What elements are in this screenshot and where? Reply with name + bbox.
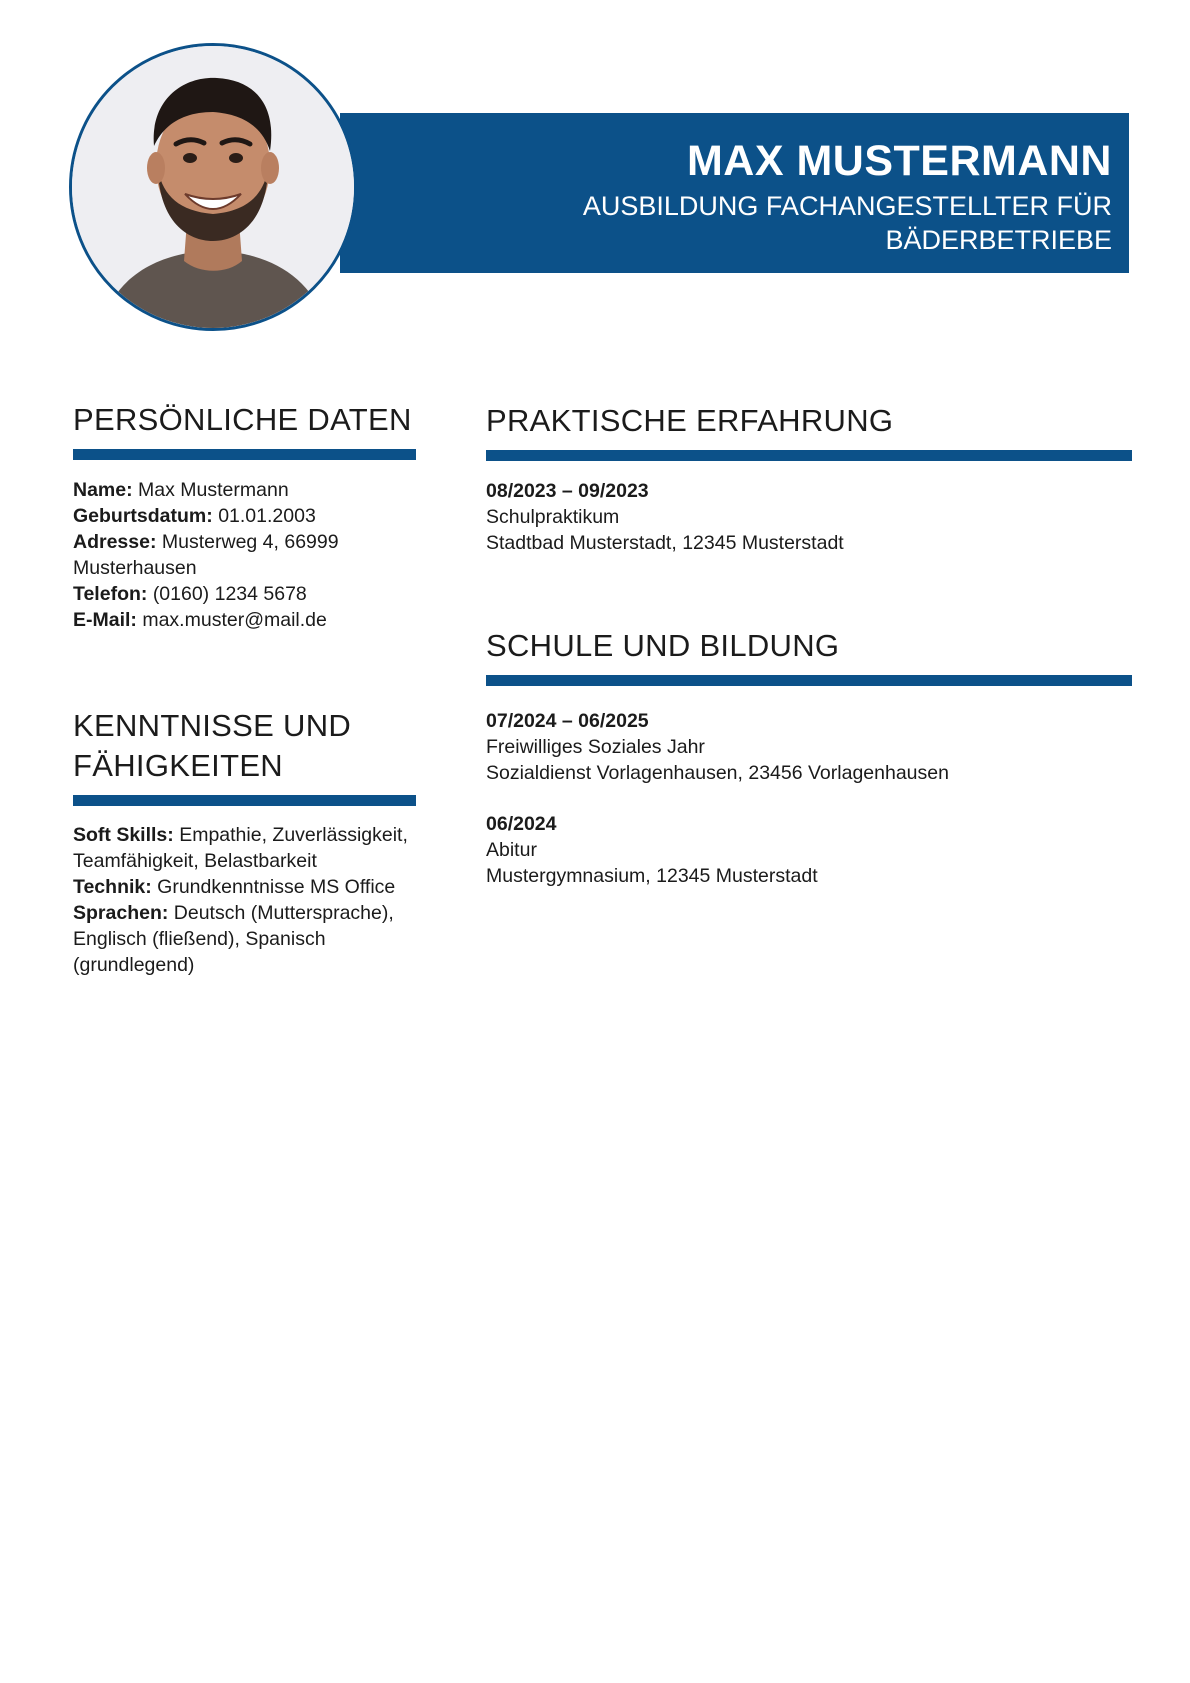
profile-photo xyxy=(69,43,357,331)
field-value: 01.01.2003 xyxy=(218,505,316,527)
skill-item-languages xyxy=(73,900,416,978)
section-divider xyxy=(73,449,416,460)
section-divider xyxy=(73,795,416,806)
personal-item-address xyxy=(73,529,416,581)
personal-item-birthdate xyxy=(73,503,416,529)
field-value: Max Mustermann xyxy=(138,479,289,501)
job-title: AUSBILDUNG FACHANGESTELLTER FÜR BÄDERBETRIEBE xyxy=(582,191,1112,255)
section-title-personal: PERSÖNLICHE DATEN xyxy=(73,402,412,437)
section-title-line: KENNTNISSE UND xyxy=(73,708,352,743)
field-label: Sprachen: xyxy=(73,902,169,924)
candidate-name: MAX MUSTERMANN xyxy=(686,137,1112,185)
entry-place: Stadtbad Musterstadt, 12345 Musterstadt xyxy=(486,532,844,554)
entry-role: Freiwilliges Soziales Jahr xyxy=(486,736,705,758)
section-divider xyxy=(486,675,1132,686)
field-label: Telefon: xyxy=(73,583,148,605)
field-value: Musterweg 4, 66999 Musterhausen xyxy=(73,531,339,579)
field-value: Deutsch (Muttersprache), Englisch (fließend), Spanisch (grundlegend) xyxy=(73,902,394,976)
education-entry xyxy=(486,811,1132,889)
skills-block xyxy=(73,822,416,978)
section-title-skills xyxy=(73,706,416,786)
skill-item-soft-skills xyxy=(73,822,416,874)
entry-date: 07/2024 – 06/2025 xyxy=(486,710,649,732)
personal-item-email xyxy=(73,607,416,633)
field-label: E-Mail: xyxy=(73,609,137,631)
entry-date: 08/2023 – 09/2023 xyxy=(486,480,649,502)
personal-item-name xyxy=(73,477,416,503)
field-value: Empathie, Zuverlässigkeit, Teamfähigkeit, Belastbarkeit xyxy=(73,824,408,872)
skill-item-technik xyxy=(73,874,416,900)
field-value: Grundkenntnisse MS Office xyxy=(157,876,396,898)
education-entry xyxy=(486,708,1132,786)
section-divider xyxy=(486,450,1132,461)
entry-date: 06/2024 xyxy=(486,813,557,835)
field-label: Geburtsdatum: xyxy=(73,505,213,527)
entry-place: Mustergymnasium, 12345 Musterstadt xyxy=(486,865,818,887)
section-title-line: FÄHIGKEITEN xyxy=(73,748,283,783)
field-label: Name: xyxy=(73,479,133,501)
field-value: max.muster@mail.de xyxy=(142,609,327,631)
personal-item-phone xyxy=(73,581,416,607)
header-banner xyxy=(340,113,1129,273)
entry-place: Sozialdienst Vorlagenhausen, 23456 Vorlagenhausen xyxy=(486,762,949,784)
section-title-experience: PRAKTISCHE ERFAHRUNG xyxy=(486,403,894,438)
entry-role: Abitur xyxy=(486,839,537,861)
field-label: Technik: xyxy=(73,876,152,898)
personal-data-block xyxy=(73,477,416,633)
section-title-education: SCHULE UND BILDUNG xyxy=(486,628,840,663)
field-label: Soft Skills: xyxy=(73,824,174,846)
person-portrait-icon xyxy=(72,46,354,328)
field-label: Adresse: xyxy=(73,531,157,553)
field-value: (0160) 1234 5678 xyxy=(152,583,307,605)
entry-role: Schulpraktikum xyxy=(486,506,620,528)
experience-entry xyxy=(486,478,1132,556)
